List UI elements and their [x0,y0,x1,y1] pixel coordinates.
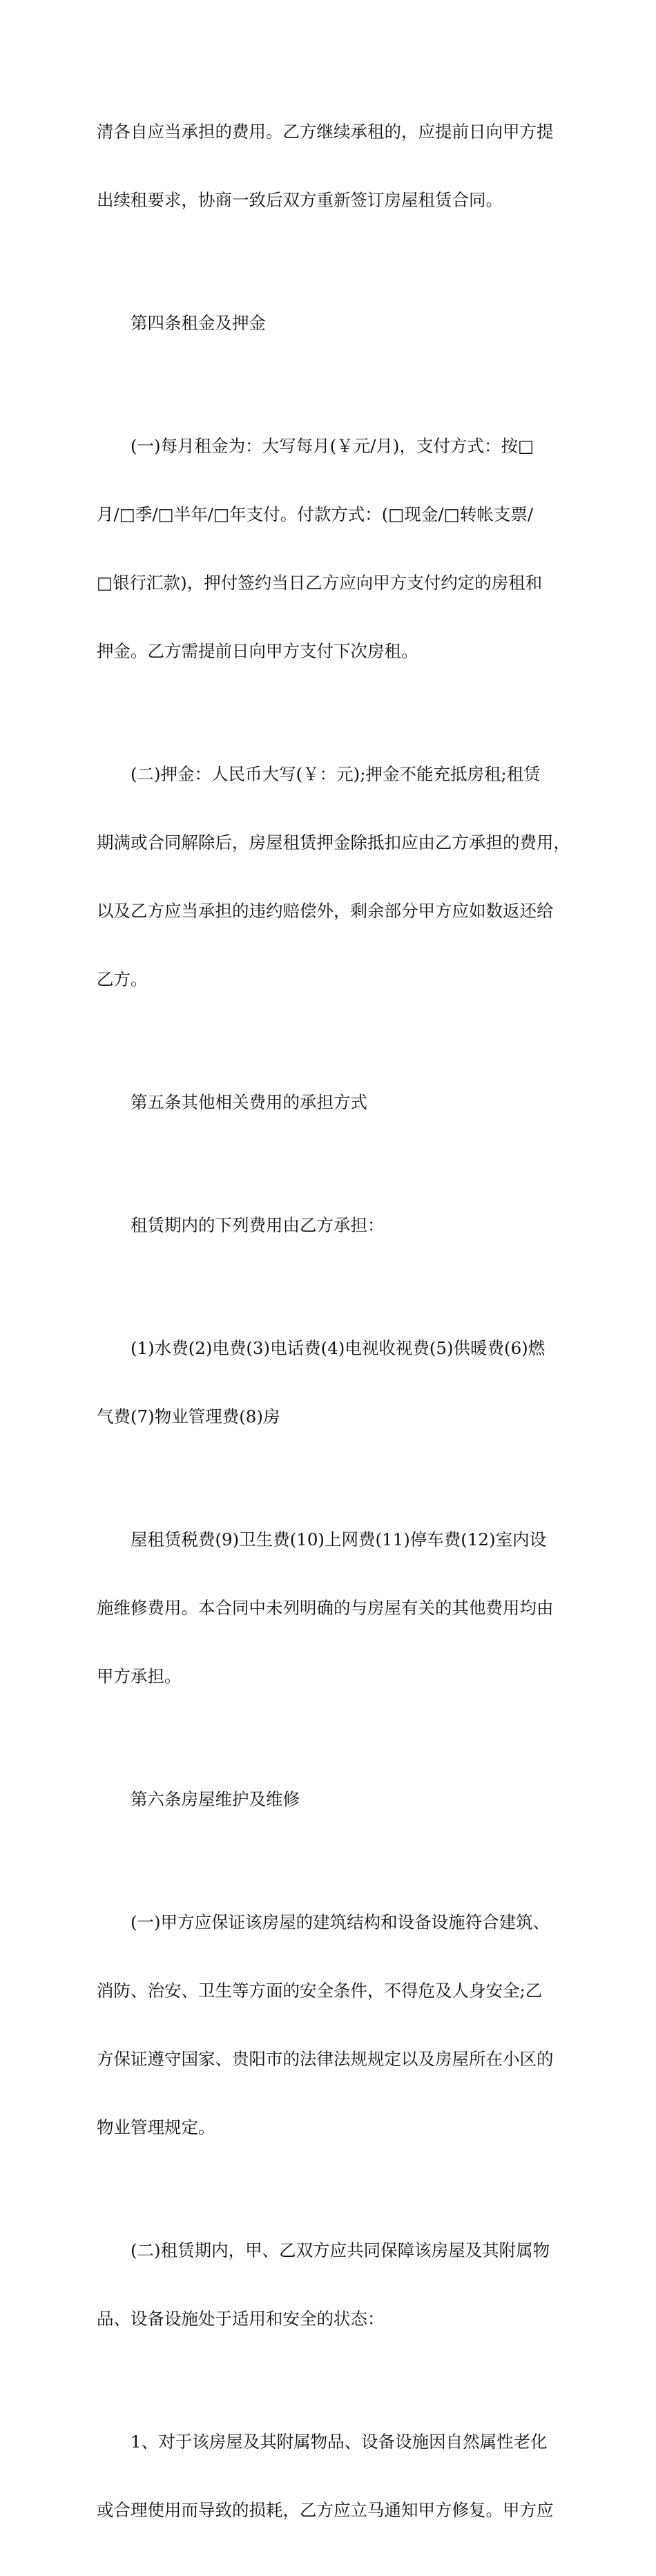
text-line: 或合理使用而导致的损耗，乙方应立马通知甲方修复。甲方应 [97,2500,554,2520]
text-line: 第六条房屋维护及维修 [97,1789,300,1809]
text-line: 以及乙方应当承担的违约赔偿外，剩余部分甲方应如数返还给 [97,901,554,921]
text-line: 乙方。 [97,969,148,989]
text-line: 施维修费用。本合同中未列明确的与房屋有关的其他费用均由 [97,1598,554,1618]
text-line: 清各自应当承担的费用。乙方继续承租的，应提前日向甲方提 [97,122,554,142]
heading-article-5 [97,1045,566,1159]
paragraph-repair-notice [97,2385,566,2567]
heading-article-4 [97,266,566,380]
text-line: (1)水费(2)电费(3)电话费(4)电视收视费(5)供暖费(6)燃 [97,1338,546,1358]
paragraph-expense-list-continued [97,1482,566,1733]
paragraph-safety-obligations [97,1865,566,2184]
text-line: 第五条其他相关费用的承担方式 [97,1092,367,1112]
text-line: 品、设备设施处于适用和安全的状态： [97,2309,385,2329]
text-line: 气费(7)物业管理费(8)房 [97,1406,280,1427]
paragraph-tenant-expenses-intro [97,1168,566,1282]
text-line: 月/□季/□半年/□年支付。付款方式：(□现金/□转帐支票/ [97,504,534,524]
text-line: 方保证遵守国家、贵阳市的法律法规规定以及房屋所在小区的 [97,2049,554,2069]
text-line: 出续租要求，协商一致后双方重新签订房屋租赁合同。 [97,190,503,210]
text-line: 押金。乙方需提前日向甲方支付下次房租。 [97,641,418,661]
text-line: (一)每月租金为：大写每月(￥元/月)，支付方式：按□ [97,436,534,456]
text-line: 期满或合同解除后，房屋租赁押金除抵扣应由乙方承担的费用， [97,832,570,852]
text-line: 租赁期内的下列费用由乙方承担： [97,1215,385,1235]
heading-article-6 [97,1742,566,1856]
text-line: (二)押金：人民币大写(￥：元);押金不能充抵房租;租赁 [97,764,541,784]
paragraph-expenses-renewal [97,75,566,257]
text-line: 屋租赁税费(9)卫生费(10)上网费(11)停车费(12)室内设 [97,1529,547,1549]
text-line: 消防、治安、卫生等方面的安全条件，不得危及人身安全;乙 [97,1981,543,2001]
paragraph-deposit [97,717,570,1036]
paragraph-joint-maintenance [97,2193,566,2376]
text-line: □银行汇款)，押付签约当日乙方应向甲方支付约定的房租和 [97,573,543,593]
text-line: 1、对于该房屋及其附属物品、设备设施因自然属性老化 [97,2432,548,2452]
text-line: (一)甲方应保证该房屋的建筑结构和设备设施符合建筑、 [97,1912,550,1932]
text-line: 第四条租金及押金 [97,313,266,333]
paragraph-expense-list [97,1291,566,1473]
text-line: (二)租赁期内，甲、乙双方应共同保障该房屋及其附属物 [97,2240,550,2260]
text-line: 物业管理规定。 [97,2117,215,2137]
document-page [97,75,570,2576]
text-line: 甲方承担。 [97,1666,182,1686]
paragraph-monthly-rent [97,389,566,708]
